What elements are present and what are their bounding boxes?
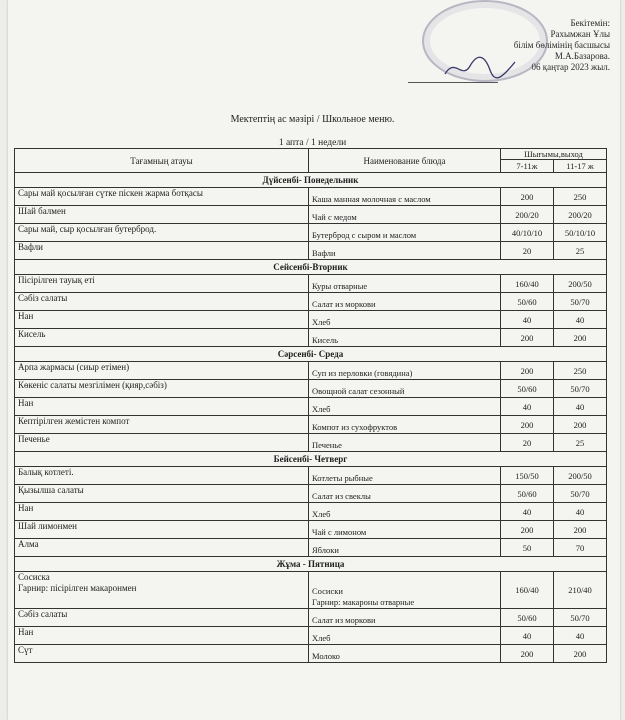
dish-name-ru-line: Салат из моркови (312, 299, 376, 309)
dish-name-kz (15, 467, 309, 485)
dish-name-ru (309, 485, 501, 503)
day-header-row (15, 347, 607, 362)
portion-11-17: 40 (554, 503, 607, 521)
dish-name-ru-line: Котлеты рыбные (312, 473, 373, 483)
dish-name-ru (309, 311, 501, 329)
portion-11-17: 50/70 (554, 293, 607, 311)
dish-name-kz (15, 206, 309, 224)
dish-name-ru-line: Салат из моркови (312, 615, 376, 625)
day-name: Сейсенбі-Вторник (15, 260, 607, 275)
table-row (15, 311, 607, 329)
table-row (15, 503, 607, 521)
dish-name-kz-line: Шай балмен (18, 206, 66, 216)
dish-name-kz-line: Вафли (18, 242, 43, 252)
table-row (15, 609, 607, 627)
dish-name-kz (15, 380, 309, 398)
dish-name-kz (15, 398, 309, 416)
approval-line-2: Рахымжан Ұлы (550, 29, 610, 39)
approval-line-5: 06 қаңтар 2023 жыл. (531, 62, 610, 72)
dish-name-ru (309, 275, 501, 293)
dish-name-kz (15, 329, 309, 347)
dish-name-kz (15, 503, 309, 521)
dish-name-kz (15, 521, 309, 539)
dish-name-kz-line: Көкеніс салаты мезгілімен (қияр,сәбіз) (18, 380, 167, 390)
dish-name-kz (15, 224, 309, 242)
header-age-11-17: 11-17 ж (554, 160, 607, 173)
portion-11-17: 200 (554, 521, 607, 539)
dish-name-kz-line: Нан (18, 503, 34, 513)
page-title: Мектептің ас мәзірі / Школьное меню. (230, 114, 395, 125)
portion-7-11: 50/60 (501, 485, 554, 503)
portion-11-17: 200/20 (554, 206, 607, 224)
portion-7-11: 40 (501, 503, 554, 521)
day-header-row (15, 260, 607, 275)
dish-name-kz (15, 434, 309, 452)
dish-name-ru (309, 398, 501, 416)
portion-11-17: 210/40 (554, 572, 607, 609)
table-row (15, 627, 607, 645)
portion-7-11: 160/40 (501, 572, 554, 609)
portion-7-11: 200/20 (501, 206, 554, 224)
day-name: Сәрсенбі- Среда (15, 347, 607, 362)
portion-11-17: 50/70 (554, 485, 607, 503)
portion-11-17: 200/50 (554, 275, 607, 293)
dish-name-ru (309, 434, 501, 452)
dish-name-ru-line: Хлеб (312, 633, 331, 643)
dish-name-kz-line: Сары май, сыр қосылған бутерброд. (18, 224, 157, 234)
portion-11-17: 50/10/10 (554, 224, 607, 242)
dish-name-kz (15, 485, 309, 503)
dish-name-ru (309, 362, 501, 380)
portion-7-11: 200 (501, 416, 554, 434)
dish-name-ru (309, 293, 501, 311)
day-header-row (15, 173, 607, 188)
portion-7-11: 20 (501, 242, 554, 260)
portion-11-17: 250 (554, 188, 607, 206)
portion-7-11: 50/60 (501, 293, 554, 311)
table-row (15, 572, 607, 609)
portion-11-17: 200 (554, 329, 607, 347)
dish-name-kz-line: Сәбіз салаты (18, 293, 68, 303)
dish-name-kz-line: Арпа жармасы (сиыр етімен) (18, 362, 130, 372)
dish-name-ru-line: Суп из перловки (говядина) (312, 368, 413, 378)
dish-name-ru (309, 206, 501, 224)
table-row (15, 539, 607, 557)
dish-name-ru (309, 503, 501, 521)
day-name: Жұма - Пятница (15, 557, 607, 572)
table-row (15, 467, 607, 485)
header-ru: Наименование блюда (309, 149, 501, 173)
table-row (15, 645, 607, 663)
day-name: Бейсенбі- Четверг (15, 452, 607, 467)
dish-name-ru (309, 521, 501, 539)
dish-name-kz-line: Кисель (18, 329, 46, 339)
portion-11-17: 40 (554, 627, 607, 645)
dish-name-ru-line: Хлеб (312, 317, 331, 327)
dish-name-kz (15, 645, 309, 663)
approval-line-4: М.А.Базарова. (554, 51, 610, 61)
header-age-7-11: 7-11ж (501, 160, 554, 173)
dish-name-ru (309, 539, 501, 557)
table-row (15, 293, 607, 311)
dish-name-kz (15, 627, 309, 645)
dish-name-ru (309, 627, 501, 645)
table-row (15, 362, 607, 380)
portion-7-11: 200 (501, 521, 554, 539)
dish-name-ru-line: Куры отварные (312, 281, 368, 291)
dish-name-ru (309, 224, 501, 242)
portion-11-17: 200 (554, 645, 607, 663)
dish-name-ru-line: Компот из сухофруктов (312, 422, 398, 432)
week-label: 1 апта / 1 недели (278, 138, 347, 148)
portion-7-11: 40 (501, 627, 554, 645)
dish-name-kz-line: Нан (18, 627, 34, 637)
portion-7-11: 150/50 (501, 467, 554, 485)
day-header-row (15, 452, 607, 467)
portion-11-17: 200/50 (554, 467, 607, 485)
dish-name-ru (309, 380, 501, 398)
signature-line (408, 82, 498, 83)
table-row (15, 416, 607, 434)
table-row (15, 380, 607, 398)
portion-11-17: 25 (554, 434, 607, 452)
dish-name-ru-line: Хлеб (312, 509, 331, 519)
portion-7-11: 40 (501, 311, 554, 329)
dish-name-ru (309, 416, 501, 434)
dish-name-kz (15, 275, 309, 293)
table-row (15, 434, 607, 452)
dish-name-kz-line: Сары май қосылған сүтке піскен жарма ботқасы (18, 188, 203, 198)
dish-name-kz-line: Гарнир: пісірілген макаронмен (18, 583, 137, 593)
dish-name-kz (15, 188, 309, 206)
dish-name-ru (309, 329, 501, 347)
dish-name-kz-line: Қызылша салаты (18, 485, 84, 495)
portion-11-17: 50/70 (554, 609, 607, 627)
table-row (15, 485, 607, 503)
table-row (15, 521, 607, 539)
dish-name-kz-line: Балық котлеті. (18, 467, 74, 477)
dish-name-ru-line: Чай с медом (312, 212, 357, 222)
table-row (15, 329, 607, 347)
dish-name-kz (15, 293, 309, 311)
dish-name-ru-line: Гарнир: макароны отварные (312, 597, 415, 607)
portion-7-11: 50/60 (501, 380, 554, 398)
portion-7-11: 200 (501, 188, 554, 206)
portion-7-11: 160/40 (501, 275, 554, 293)
dish-name-kz-line: Шай лимонмен (18, 521, 77, 531)
portion-7-11: 50/60 (501, 609, 554, 627)
portion-7-11: 50 (501, 539, 554, 557)
dish-name-kz-line: Сәбіз салаты (18, 609, 68, 619)
table-row (15, 275, 607, 293)
dish-name-kz-line: Кептірілген жемістен компот (18, 416, 130, 426)
dish-name-kz (15, 416, 309, 434)
portion-7-11: 200 (501, 645, 554, 663)
dish-name-kz-line: Пісірілген тауық еті (18, 275, 95, 285)
dish-name-ru-line: Каша манная молочная с маслом (312, 194, 431, 204)
dish-name-kz (15, 539, 309, 557)
dish-name-ru-line: Овощной салат сезонный (312, 386, 405, 396)
approval-block (410, 18, 610, 73)
dish-name-kz (15, 362, 309, 380)
table-row (15, 398, 607, 416)
dish-name-ru (309, 467, 501, 485)
portion-11-17: 40 (554, 398, 607, 416)
portion-7-11: 40/10/10 (501, 224, 554, 242)
dish-name-ru-line: Сосиски (312, 586, 343, 596)
dish-name-ru (309, 609, 501, 627)
dish-name-ru (309, 572, 501, 609)
dish-name-kz (15, 242, 309, 260)
dish-name-ru-line: Чай с лимоном (312, 527, 367, 537)
dish-name-kz-line: Сосиска (18, 572, 50, 582)
header-output: Шығымы,выход (501, 149, 607, 160)
dish-name-ru-line: Яблоки (312, 545, 339, 555)
dish-name-ru-line: Вафли (312, 248, 336, 258)
approval-line-1: Бекітемін: (570, 18, 610, 28)
portion-7-11: 200 (501, 362, 554, 380)
dish-name-kz-line: Нан (18, 398, 34, 408)
table-row (15, 242, 607, 260)
portion-7-11: 20 (501, 434, 554, 452)
dish-name-ru-line: Кисель (312, 335, 338, 345)
portion-11-17: 70 (554, 539, 607, 557)
approval-line-3: білім бөлімінің басшысы (513, 40, 610, 50)
dish-name-kz-line: Алма (18, 539, 39, 549)
day-name: Дүйсенбі- Понедельник (15, 173, 607, 188)
dish-name-ru-line: Бутерброд с сыром и маслом (312, 230, 417, 240)
table-row (15, 206, 607, 224)
dish-name-kz (15, 609, 309, 627)
dish-name-ru (309, 188, 501, 206)
dish-name-kz (15, 572, 309, 609)
table-row (15, 188, 607, 206)
dish-name-kz-line: Нан (18, 311, 34, 321)
dish-name-kz (15, 311, 309, 329)
dish-name-kz-line: Печенье (18, 434, 50, 444)
menu-body (15, 173, 607, 663)
portion-11-17: 25 (554, 242, 607, 260)
portion-7-11: 40 (501, 398, 554, 416)
dish-name-ru-line: Салат из свеклы (312, 491, 371, 501)
dish-name-ru-line: Печенье (312, 440, 342, 450)
header-kz: Тағамның атауы (15, 149, 309, 173)
dish-name-ru (309, 242, 501, 260)
dish-name-ru-line: Хлеб (312, 404, 331, 414)
dish-name-kz-line: Сүт (18, 645, 33, 655)
day-header-row (15, 557, 607, 572)
menu-table (14, 148, 607, 663)
portion-11-17: 200 (554, 416, 607, 434)
dish-name-ru-line: Молоко (312, 651, 340, 661)
dish-name-ru (309, 645, 501, 663)
portion-7-11: 200 (501, 329, 554, 347)
portion-11-17: 50/70 (554, 380, 607, 398)
portion-11-17: 250 (554, 362, 607, 380)
table-row (15, 224, 607, 242)
portion-11-17: 40 (554, 311, 607, 329)
